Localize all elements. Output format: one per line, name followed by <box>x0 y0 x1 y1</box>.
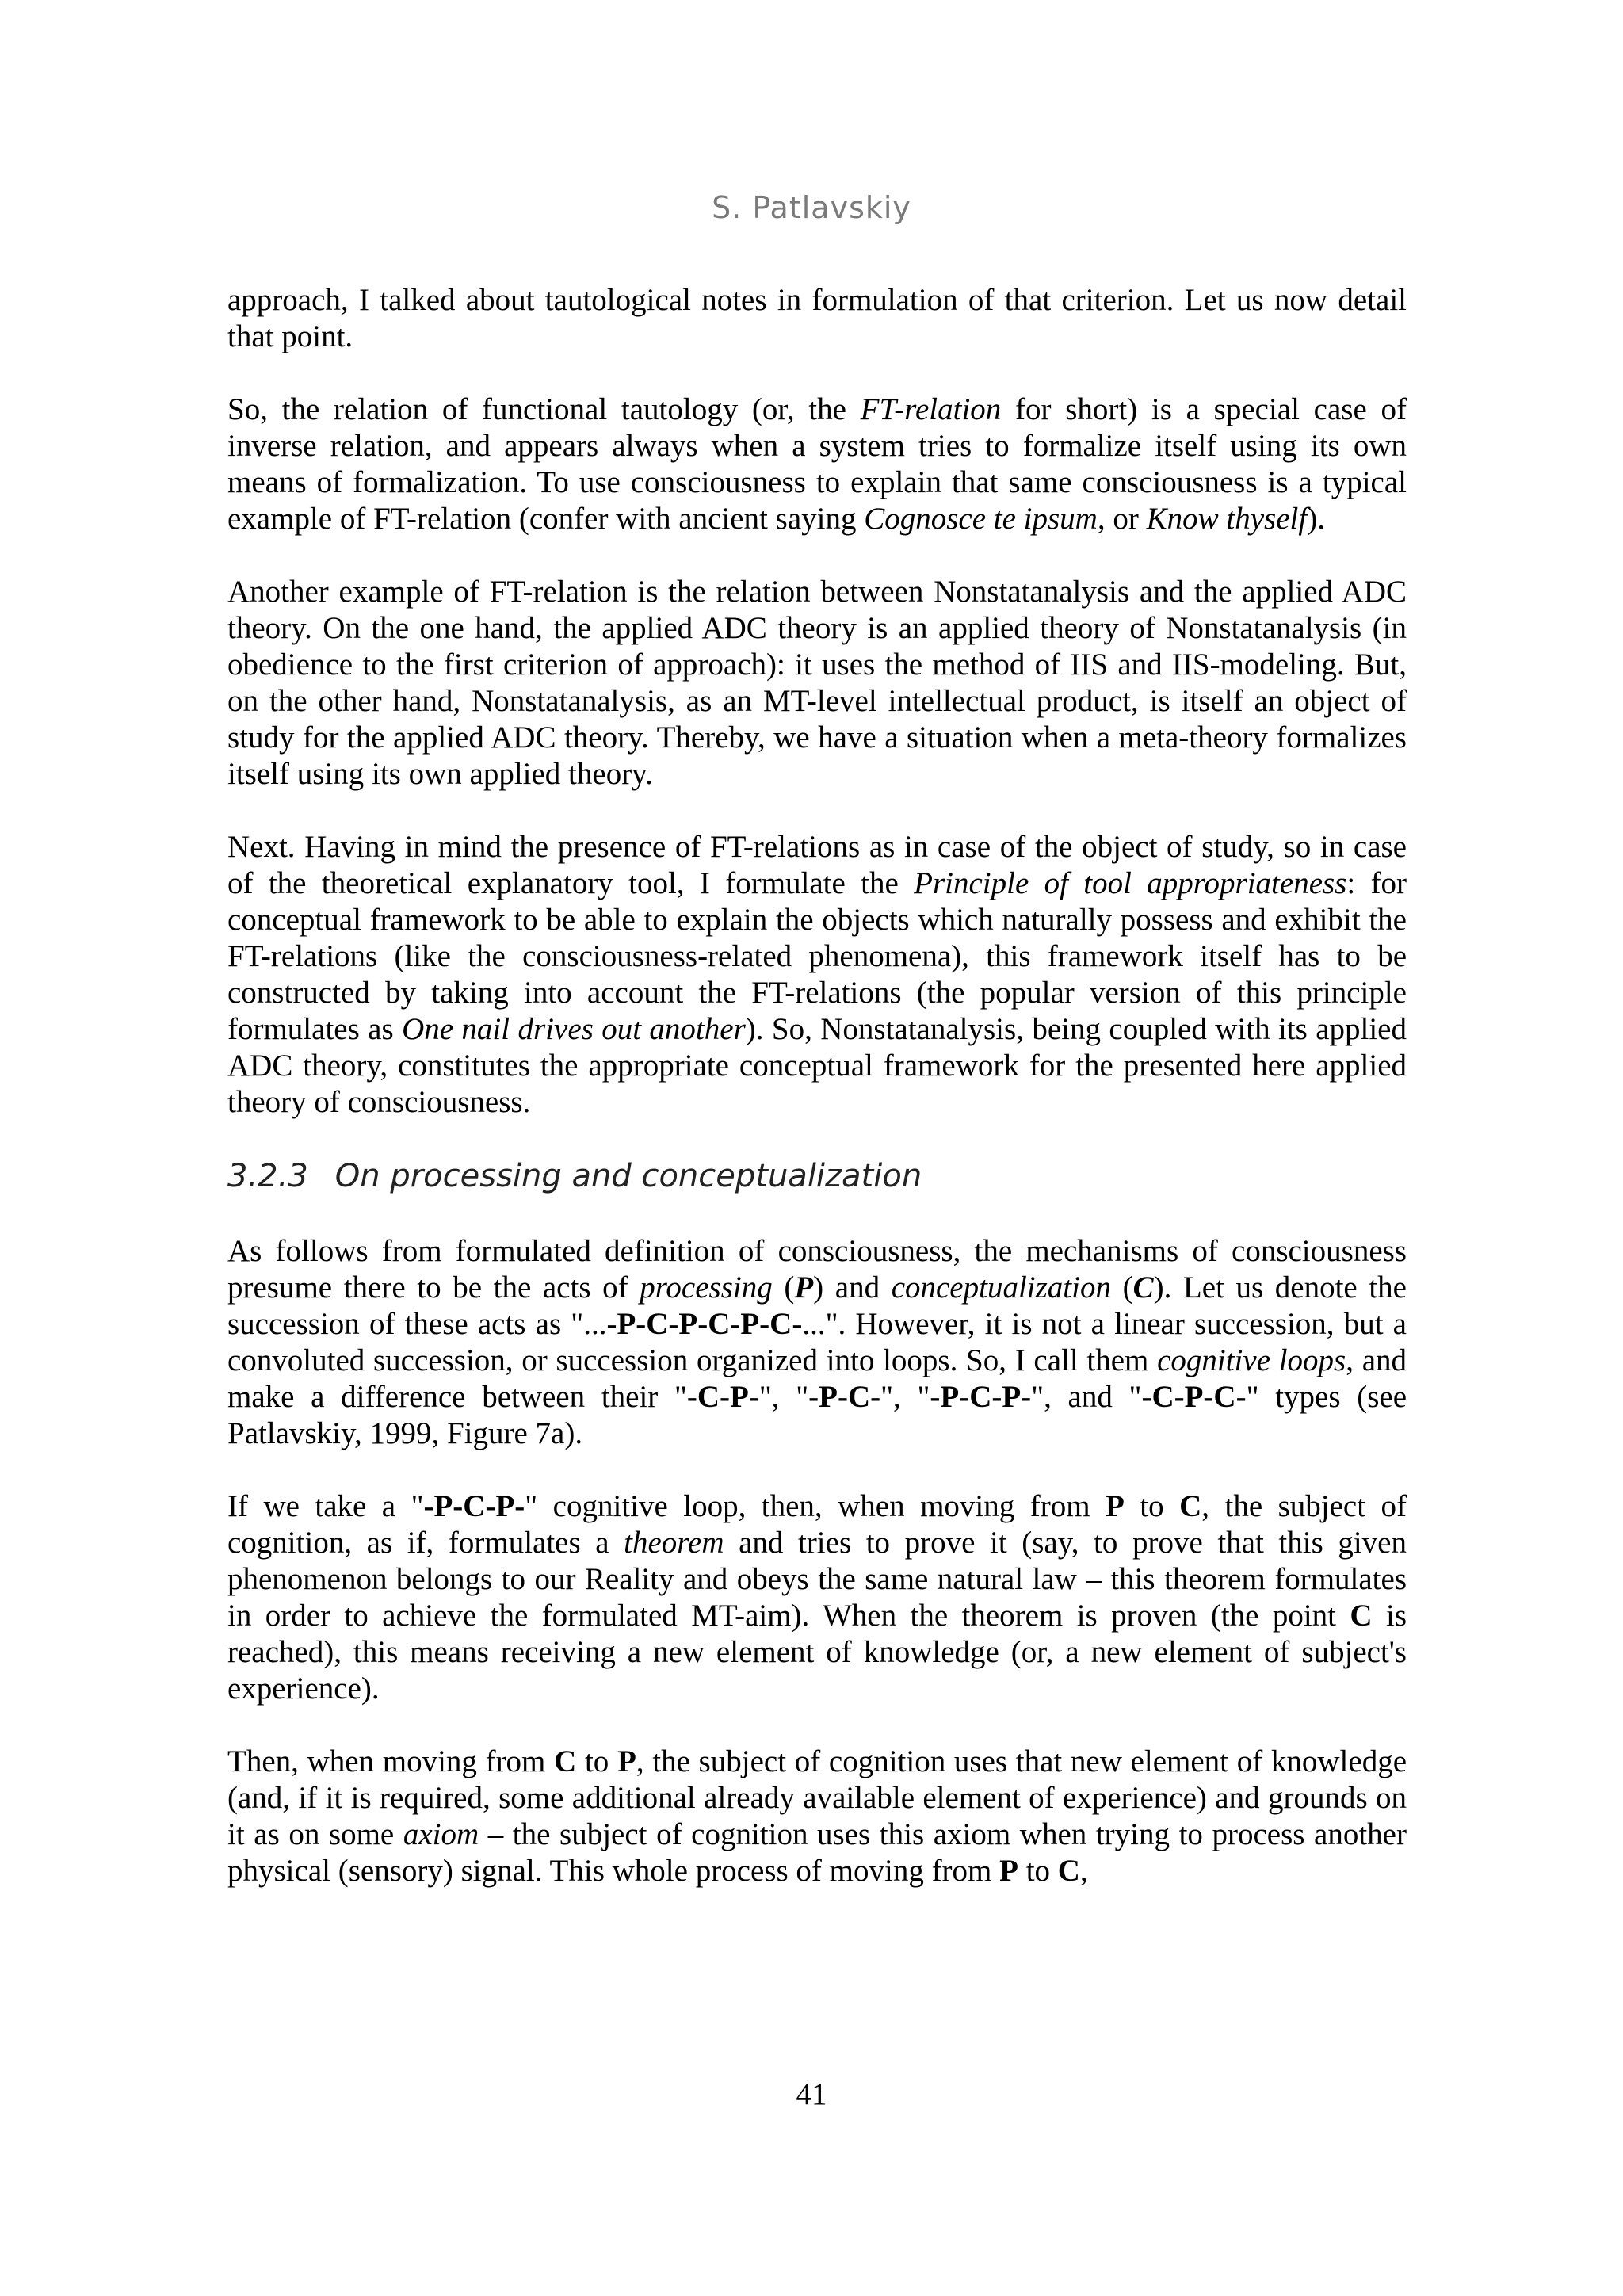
running-header-author: S. Patlavskiy <box>712 190 911 225</box>
paragraph-5: As follows from formulated definition of consciousness, the mechanisms of consciousness presume there to be the acts of processing (P) and conceptualization (C). Let us denote the succession of these acts as "...-P-C-P-C-P-C-...". However, it is not a linear succession, but a convoluted succession, or succession organized into loops. So, I call them cognitive loops, and make a difference between their "-C-P-", "-P-C-", "-P-C-P-", and "-C-P-C-" types (see Patlavskiy, 1999, Figure 7a). <box>227 1234 1407 1450</box>
main-text <box>227 282 1407 1926</box>
section-number: 3.2.3 <box>227 1158 308 1194</box>
section-title: On processing and conceptualization <box>334 1158 922 1194</box>
paragraph-4: Next. Having in mind the presence of FT-relations as in case of the object of study, so in case of the theoretical explanatory tool, I formulate the Principle of tool appropriateness: for conceptual framework to be able to explain the objects which naturally possess and exhibit the FT-relations (like the consciousness-related phenomena), this framework itself has to be constructed by taking into account the FT-relations (the popular version of this principle formulates as One nail drives out another). So, Nonstatanalysis, being coupled with its applied ADC theory, constitutes the appropriate conceptual framework for the presented here applied theory of consciousness. <box>227 830 1407 1119</box>
paragraph-7: Then, when moving from C to P, the subject of cognition uses that new element of knowledge (and, if it is required, some additional already available element of experience) and grounds on it as on some axiom – the subject of cognition uses this axiom when trying to process another physical (sensory) signal. This whole process of moving from P to C, <box>227 1744 1407 1888</box>
section-heading <box>227 1157 1407 1195</box>
paragraph-2: So, the relation of functional tautology (or, the FT-relation for short) is a special case of inverse relation, and appears always when a system tries to formalize itself using its own means of formalization. To use consciousness to explain that same consciousness is a typical example of FT-relation (confer with ancient saying Cognosce te ipsum, or Know thyself). <box>227 392 1407 536</box>
paragraph-1: approach, I talked about tautological notes in formulation of that criterion. Let us now detail that point. <box>227 283 1407 353</box>
paragraph-3: Another example of FT-relation is the relation between Nonstatanalysis and the applied ADC theory. On the one hand, the applied ADC theory is an applied theory of Nonstatanalysis (in obedience to the first criterion of approach): it uses the method of IIS and IIS-modeling. But, on the other hand, Nonstatanalysis, as an MT-level intellectual product, is itself an object of study for the applied ADC theory. Thereby, we have a situation when a meta-theory formalizes itself using its own applied theory. <box>227 575 1407 791</box>
page-number: 41 <box>796 2077 827 2111</box>
paragraph-6: If we take a "-P-C-P-" cognitive loop, then, when moving from P to C, the subject of cognition, as if, formulates a theorem and tries to prove it (say, to prove that this given phenomenon belongs to our Reality and obeys the same natural law – this theorem formulates in order to achieve the formulated MT-aim). When the theorem is proven (the point C is reached), this means receiving a new element of knowledge (or, a new element of subject's experience). <box>227 1489 1407 1706</box>
